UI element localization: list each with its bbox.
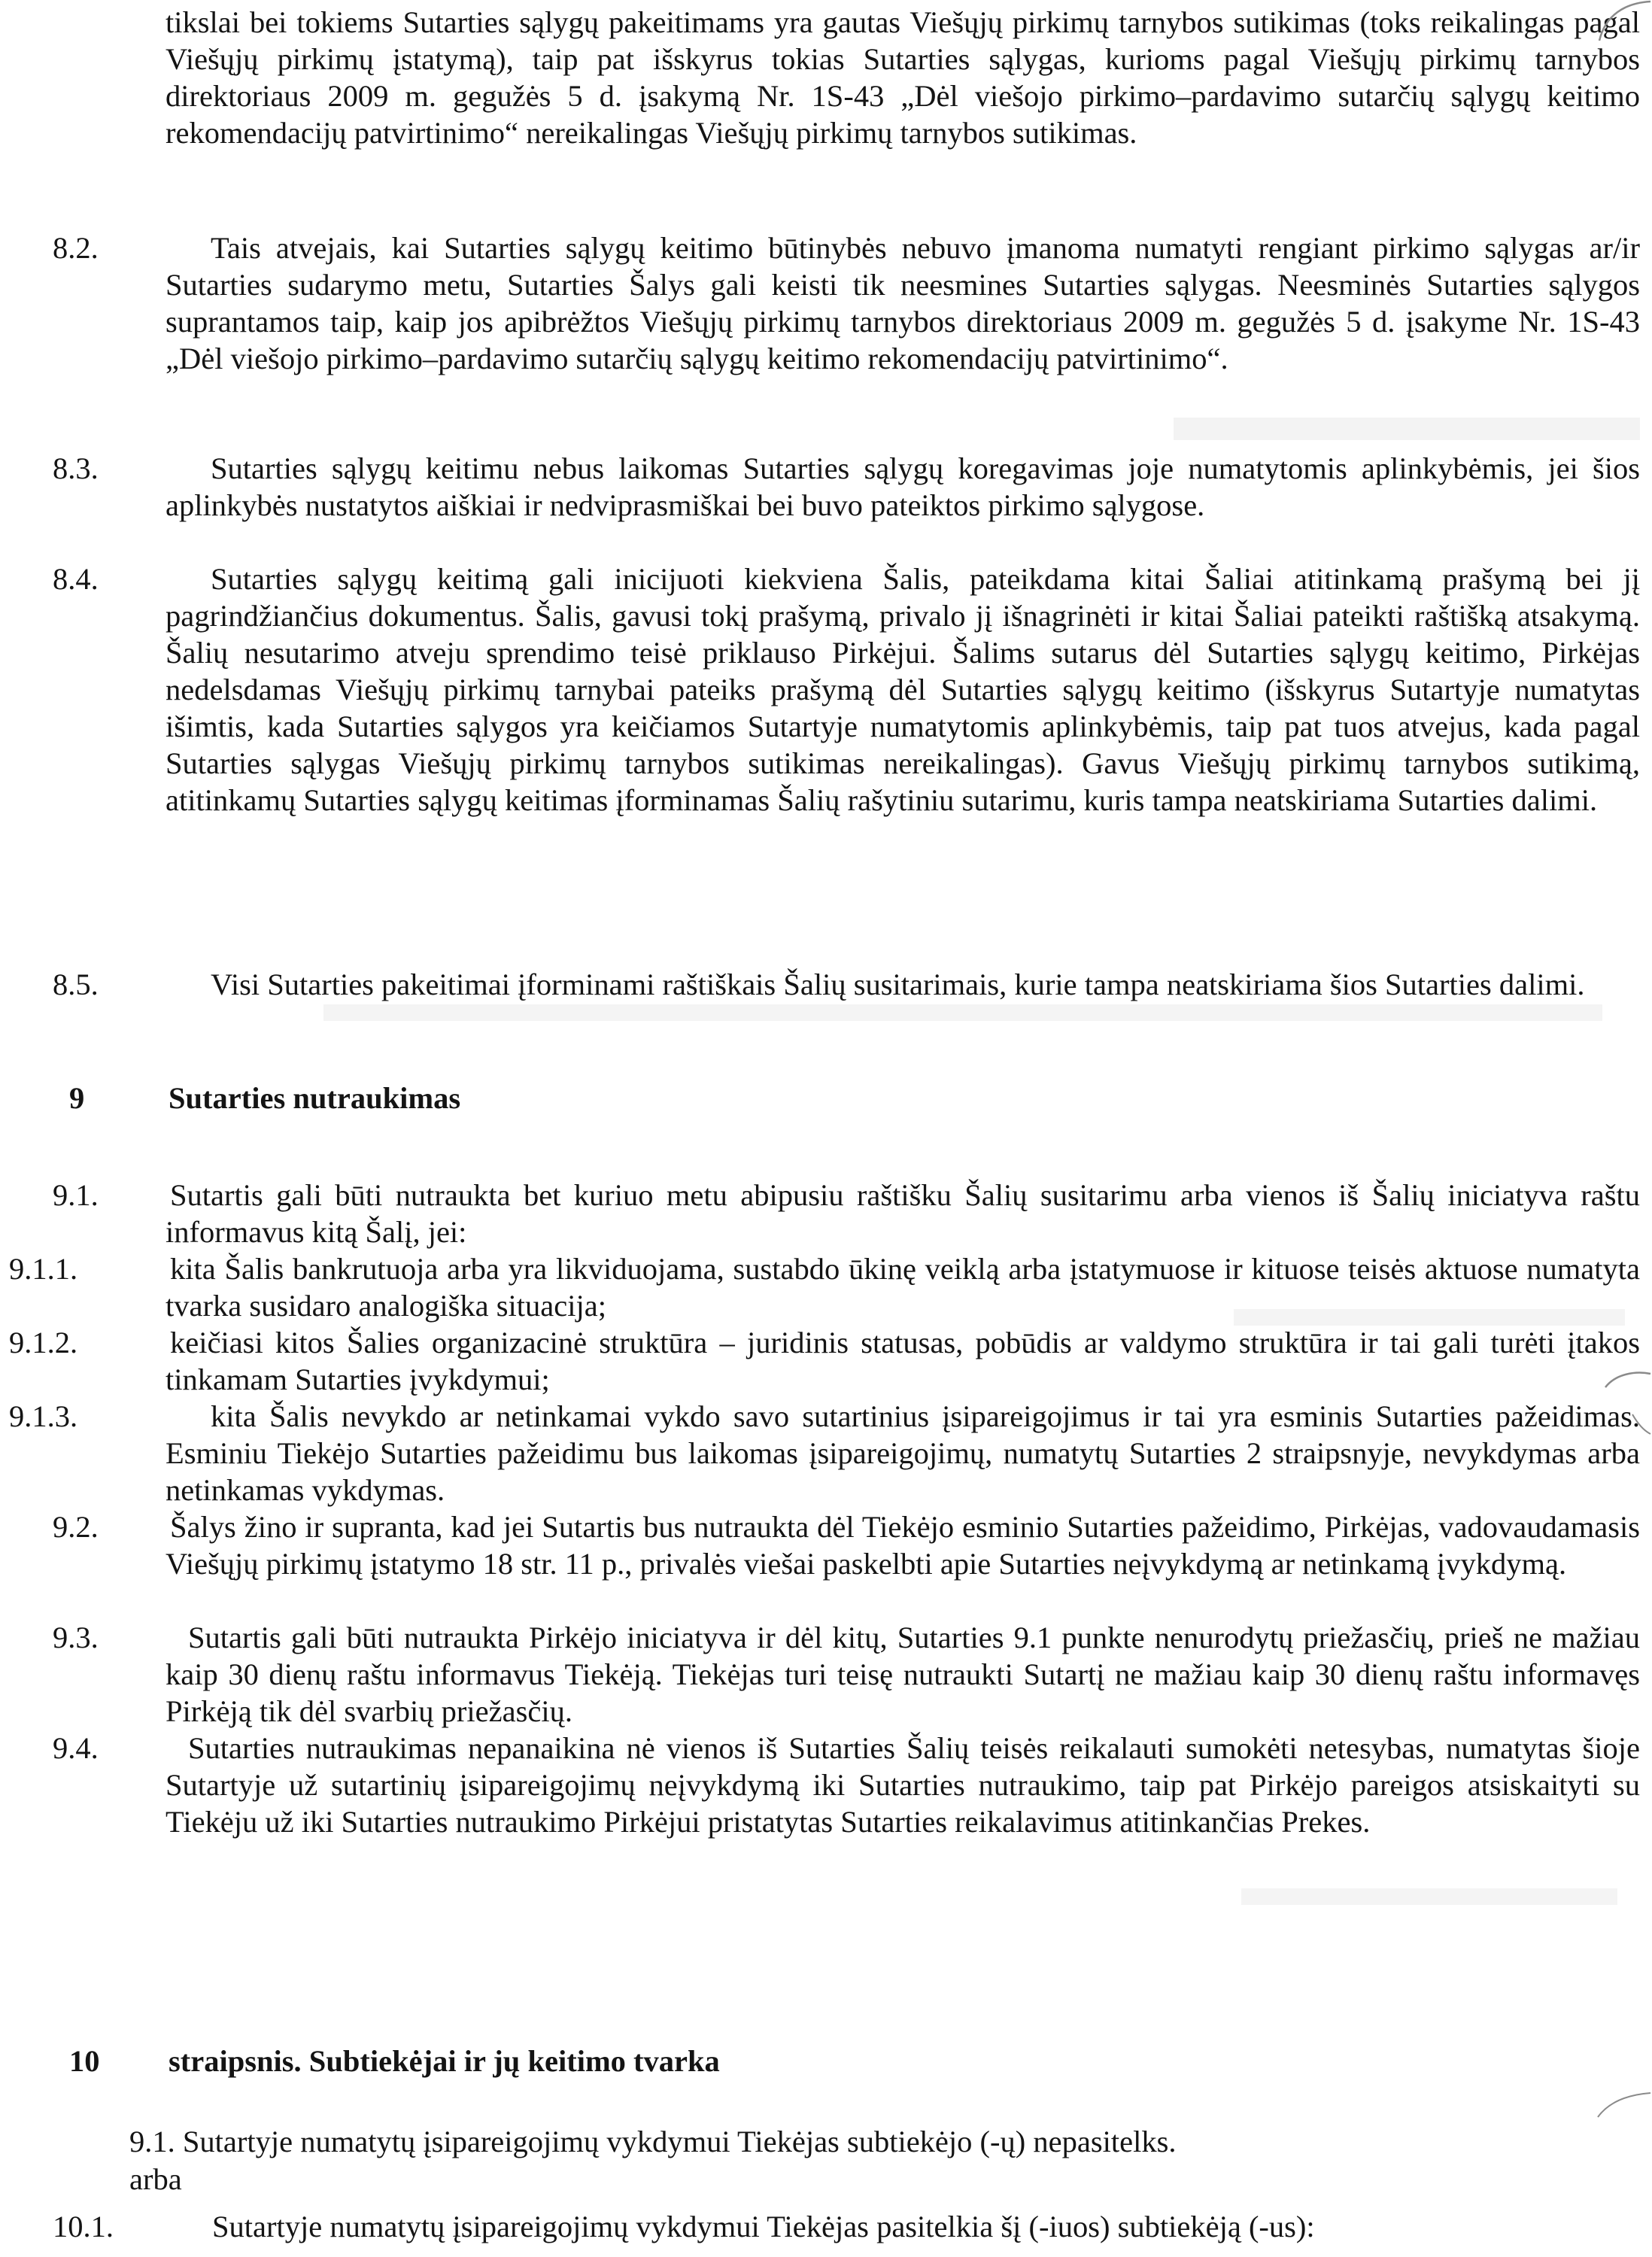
clause-number: 10.1.	[53, 2210, 114, 2243]
clause-number: 9.2.	[53, 1510, 99, 1544]
clause-number: 9.3.	[53, 1621, 99, 1654]
clause-8-3-text: Sutarties sąlygų keitimu nebus laikomas Sutarties sąlygų koregavimas joje numatytomis aplinkybėmis, jei šios aplinkybės nustatytos aiškiai ir nedviprasmiškai bei buvo pateiktos pirkimo sąlygose.	[166, 451, 1640, 522]
section10-title: straipsnis. Subtiekėjai ir jų keitimo tvarka	[169, 2044, 720, 2078]
clause-8-5-text: Visi Sutarties pakeitimai įforminami raštiškais Šalių susitarimais, kurie tampa neatskiriama šios Sutarties dalimi.	[211, 968, 1585, 1001]
clause-9-1-2-text: keičiasi kitos Šalies organizacinė struktūra – juridinis statusas, pobūdis ar valdymo struktūra ir tai gali turėti įtakos tinkamam Sutarties įvykdymui;	[166, 1326, 1640, 1396]
section9-title: Sutarties nutraukimas	[169, 1081, 461, 1115]
clause-9-4-text: Sutarties nutraukimas nepanaikina nė vienos iš Sutarties Šalių teisės reikalauti sumokėti netesybas, numatytas šioje Sutartyje už sutartinių įsipareigojimų neįvykdymą iki Sutarties nutraukimo, taip pat Pirkėjo pareigos atsiskaityti su Tiekėju už iki Sutarties nutraukimo Pirkėjui pristatytas Sutarties reikalavimus atitinkančias Prekes.	[166, 1731, 1640, 1839]
clause-8-2-text: Tais atvejais, kai Sutarties sąlygų keitimo būtinybės nebuvo įmanoma numatyti rengiant pirkimo sąlygas ar/ir Sutarties sudarymo metu, Sutarties Šalys gali keisti tik neesmines Sutarties sąlygas. Neesminės Sutarties sąlygos suprantamos taip, kaip jos apibrėžtos Viešųjų pirkimų tarnybos direktoriaus 2009 m. gegužės 5 d. įsakyme Nr. 1S-43 „Dėl viešojo pirkimo–pardavimo sutarčių sąlygų keitimo rekomendacijų patvirtinimo“.	[166, 231, 1640, 375]
clause-9-3-text: Sutartis gali būti nutraukta Pirkėjo iniciatyva ir dėl kitų, Sutarties 9.1 punkte nenurodytų priežasčių, prieš ne mažiau kaip 30 dienų raštu informavus Tiekėją. Tiekėjas turi teisę nutraukti Sutartį ne mažiau kaip 30 dienų raštu informavęs Pirkėją tik dėl svarbių priežasčių.	[166, 1621, 1640, 1728]
clause-number: 8.3.	[53, 451, 99, 485]
clause-number: 8.5.	[53, 968, 99, 1001]
clause-number: 9.1.3.	[9, 1399, 78, 1433]
section8-intro-paragraph: tikslai bei tokiems Sutarties sąlygų pakeitimams yra gautas Viešųjų pirkimų tarnybos sutikimas (toks reikalingas pagal Viešųjų pirkimų įstatymą), taip pat išskyrus tokias Sutarties sąlygas, kurioms pagal Viešųjų pirkimų tarnybos direktoriaus 2009 m. gegužės 5 d. įsakymą Nr. 1S-43 „Dėl viešojo pirkimo–pardavimo sutarčių sąlygų keitimo rekomendacijų patvirtinimo“ nereikalingas Viešųjų pirkimų tarnybos sutikimas.	[166, 5, 1640, 150]
page-curl-mark	[1595, 0, 1652, 45]
section9-number: 9	[69, 1081, 85, 1115]
clause-10-1-text: Sutartyje numatytų įsipareigojimų vykdymui Tiekėjas pasitelkia šį (-iuos) subtiekėją (-us):	[212, 2210, 1315, 2243]
clause-number: 9.1.1.	[9, 1252, 78, 1286]
clause-number: 8.2.	[53, 231, 99, 265]
clause-8-4-text: Sutarties sąlygų keitimą gali inicijuoti kiekviena Šalis, pateikdama kitai Šaliai atitinkamą prašymą bei jį pagrindžiančius dokumentus. Šalis, gavusi tokį prašymą, privalo jį išnagrinėti ir kitai Šaliai pateikti raštišką atsakymą. Šalių nesutarimo atveju sprendimo teisė priklauso Pirkėjui. Šalims sutarus dėl Sutarties sąlygų keitimo, Pirkėjas nedelsdamas Viešųjų pirkimų tarnybai pateiks prašymą dėl Sutarties sąlygų keitimo (išskyrus Sutartyje numatytas išimtis, kada Sutarties sąlygos yra keičiamos Sutartyje numatytomis aplinkybėmis, taip pat tuos atvejus, kada pagal Sutarties sąlygas Viešųjų pirkimų tarnybos sutikimas nereikalingas). Gavus Viešųjų pirkimų tarnybos sutikimą, atitinkamų Sutarties sąlygų keitimas įforminamas Šalių rašytiniu sutarimu, kuris tampa neatskiriama Sutarties dalimi.	[166, 562, 1640, 817]
clause-9-2-text: Šalys žino ir supranta, kad jei Sutartis bus nutraukta dėl Tiekėjo esminio Sutarties pažeidimo, Pirkėjas, vadovaudamasis Viešųjų pirkimų įstatymo 18 str. 11 p., privalės viešai paskelbti apie Sutarties neįvykdymą ar netinkamą įvykdymą.	[166, 1510, 1640, 1581]
section10-heading	[69, 2043, 1122, 2080]
section9-heading	[69, 1080, 821, 1117]
clause-number: 9.1.	[53, 1178, 99, 1212]
section10-number: 10	[69, 2044, 100, 2078]
or-label: arba	[129, 2162, 182, 2196]
clause-number: 9.1.2.	[9, 1326, 78, 1359]
page-curl-mark	[1595, 2091, 1652, 2122]
clause-9-1-text: Sutartis gali būti nutraukta bet kuriuo metu abipusiu raštišku Šalių susitarimu arba vienos iš Šalių iniciatyva raštu informavus kitą Šalį, jei:	[166, 1178, 1640, 1249]
clause-9-1-1-text: kita Šalis bankrutuoja arba yra likviduojama, sustabdo ūkinę veiklą arba įstatymuose ir kituose teisės aktuose numatyta tvarka susidaro analogiška situacija;	[166, 1252, 1640, 1323]
page-curl-mark	[1602, 1369, 1652, 1437]
clause-9-1-3-text: kita Šalis nevykdo ar netinkamai vykdo savo sutartinius įsipareigojimus ir tai yra esminis Sutarties pažeidimas. Esminiu Tiekėjo Sutarties pažeidimu bus laikomas įsipareigojimų, numatytų Sutarties 2 straipsnyje, nevykdymas arba netinkamas vykdymas.	[166, 1399, 1640, 1507]
subcontractor-option-none: 9.1. Sutartyje numatytų įsipareigojimų vykdymui Tiekėjas subtiekėjo (-ų) nepasitelks.	[129, 2125, 1177, 2158]
clause-number: 9.4.	[53, 1731, 99, 1765]
clause-number: 8.4.	[53, 562, 99, 596]
